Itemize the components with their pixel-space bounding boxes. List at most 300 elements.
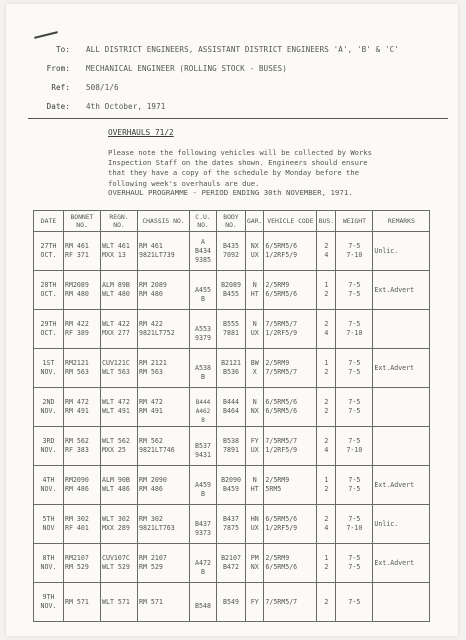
- cell-line: 1/2RF5/9: [265, 329, 298, 337]
- cell-line: WLT 529: [102, 563, 130, 571]
- cell-line: 9385: [195, 255, 211, 264]
- cell-line: 7881: [223, 329, 239, 337]
- cell-body: [217, 349, 246, 388]
- cell-line: 5RM5: [265, 485, 282, 493]
- cell-line: HN: [250, 515, 259, 523]
- cell-line: 7875: [223, 524, 239, 532]
- cell-line: WLT 486: [102, 485, 130, 493]
- cell-cu: [190, 388, 217, 427]
- cell-line: A553: [195, 324, 211, 333]
- cell-weight: [336, 232, 373, 271]
- cell-line: B472: [223, 563, 239, 571]
- cell-line: A538: [195, 363, 211, 372]
- cell-line: BW: [250, 359, 259, 367]
- cell-line: ALM 89B: [102, 281, 130, 289]
- cell-remarks: [373, 466, 430, 505]
- column-header: REMARKS: [373, 211, 430, 232]
- cell-line: RM 2107: [139, 554, 167, 562]
- cell-line: B455: [223, 290, 239, 298]
- cell-remarks: [373, 544, 430, 583]
- cell-line: X: [252, 368, 257, 376]
- cell-line: RM 563: [139, 368, 163, 376]
- cell-line: WLT 562: [102, 437, 130, 445]
- cell-line: RF 401: [65, 524, 89, 532]
- cell-line: 7-5: [348, 368, 361, 376]
- cell-gar: [246, 505, 264, 544]
- date-label: Date:: [46, 102, 70, 111]
- cell-code: [264, 466, 317, 505]
- cell-regn: [101, 427, 138, 466]
- cell-regn: [101, 544, 138, 583]
- cell-line: MXX 25: [102, 446, 126, 454]
- cell-cu: [190, 349, 217, 388]
- cell-line: 1: [324, 476, 329, 484]
- cell-line: 28TH: [40, 281, 57, 289]
- cell-regn: [101, 505, 138, 544]
- cell-line: 6/5RM5/6: [265, 242, 298, 250]
- cell-line: 1ST: [42, 359, 55, 367]
- cell-weight: [336, 544, 373, 583]
- cell-line: [191, 472, 215, 481]
- cell-cu: [190, 505, 217, 544]
- cell-line: [191, 433, 215, 442]
- cell-line: PM: [250, 554, 259, 562]
- cell-line: 9821LT739: [139, 251, 175, 259]
- cell-bus: [317, 427, 336, 466]
- cell-line: 7092: [223, 251, 239, 259]
- cell-body: [217, 232, 246, 271]
- cell-line: RM 529: [139, 563, 163, 571]
- cell-line: NOV.: [40, 563, 57, 571]
- cell-line: B536: [223, 368, 239, 376]
- cell-body: [217, 466, 246, 505]
- column-header: BODY NO.: [217, 211, 246, 232]
- cell-bus: [317, 388, 336, 427]
- cell-chassis: [138, 349, 190, 388]
- cell-chassis: [138, 466, 190, 505]
- cell-gar: [246, 466, 264, 505]
- cell-line: 7-5: [348, 290, 361, 298]
- cell-gar: [246, 544, 264, 583]
- cell-line: B537: [195, 441, 211, 450]
- cell-line: B2107: [221, 554, 241, 562]
- cell-line: RF 371: [65, 251, 89, 259]
- to-value: ALL DISTRICT ENGINEERS, ASSISTANT DISTRICT ENGINEERS 'A', 'B' & 'C': [86, 45, 400, 54]
- cell-line: 7-5: [348, 476, 361, 484]
- cell-line: RF 389: [65, 329, 89, 337]
- cell-line: WLT 302: [102, 515, 130, 523]
- cell-weight: [336, 427, 373, 466]
- cell-bonnet: [64, 232, 101, 271]
- cell-gar: [246, 232, 264, 271]
- column-header: DATE: [34, 211, 64, 232]
- cell-remarks: [373, 232, 430, 271]
- cell-line: RM 461: [65, 242, 89, 250]
- cell-remarks: [373, 427, 430, 466]
- cell-date: [34, 349, 64, 388]
- cell-line: B549: [223, 597, 239, 606]
- cell-remarks: [373, 310, 430, 349]
- cell-line: OCT.: [40, 251, 57, 259]
- cell-line: RM 562: [139, 437, 163, 445]
- cell-date: [34, 544, 64, 583]
- cell-line: 2: [324, 290, 329, 298]
- cell-cu: [190, 310, 217, 349]
- cell-line: [191, 355, 215, 364]
- cell-line: B434: [195, 246, 211, 255]
- cell-bus: [317, 505, 336, 544]
- cell-line: 2: [324, 485, 329, 493]
- cell-line: NOV: [42, 524, 55, 532]
- cell-line: 2: [324, 515, 329, 523]
- cell-line: B459: [223, 485, 239, 493]
- cell-chassis: [138, 310, 190, 349]
- table-row: [34, 271, 430, 310]
- cell-line: RM 302: [139, 515, 163, 523]
- cell-line: 9431: [195, 450, 211, 459]
- cell-line: N: [252, 476, 257, 484]
- cell-line: [191, 550, 215, 559]
- cell-line: 9821LT746: [139, 446, 175, 454]
- cell-gar: [246, 349, 264, 388]
- cell-bonnet: [64, 583, 101, 622]
- pen-mark: [34, 31, 58, 39]
- cell-line: B538: [223, 437, 239, 445]
- cell-line: RM 422: [139, 320, 163, 328]
- cell-bus: [317, 310, 336, 349]
- cell-line: B464: [223, 407, 239, 415]
- cell-line: NX: [250, 242, 259, 250]
- table-row: [34, 349, 430, 388]
- cell-line: RM 2121: [139, 359, 167, 367]
- cell-line: 7-5: [348, 554, 361, 562]
- cell-line: 2: [324, 437, 329, 445]
- from-label: From:: [46, 64, 70, 73]
- cell-line: Ext.Advert: [374, 285, 415, 294]
- cell-regn: [101, 349, 138, 388]
- cell-line: 7-5: [348, 407, 361, 415]
- cell-gar: [246, 583, 264, 622]
- cell-line: [191, 389, 215, 398]
- table-row: [34, 544, 430, 583]
- cell-line: 9821LT763: [139, 524, 175, 532]
- cell-line: RM 2089: [139, 281, 167, 289]
- cell-remarks: [373, 388, 430, 427]
- cell-line: 2ND: [42, 398, 55, 406]
- cell-bonnet: [64, 271, 101, 310]
- cell-code: [264, 349, 317, 388]
- cell-cu: [190, 466, 217, 505]
- cell-gar: [246, 271, 264, 310]
- cell-line: B2121: [221, 359, 241, 367]
- cell-line: CUV121C: [102, 359, 130, 367]
- cell-code: [264, 310, 317, 349]
- cell-date: [34, 310, 64, 349]
- cell-line: FY: [250, 597, 259, 606]
- cell-weight: [336, 271, 373, 310]
- cell-line: WLT 461: [102, 242, 130, 250]
- column-header: CHASSIS NO.: [138, 211, 190, 232]
- cell-line: 2: [324, 597, 329, 606]
- cell-weight: [336, 466, 373, 505]
- cell-line: B437: [223, 515, 239, 523]
- cell-line: 7-5: [348, 485, 361, 493]
- to-label: To:: [55, 45, 70, 54]
- cell-bonnet: [64, 544, 101, 583]
- cell-line: HT: [250, 485, 259, 493]
- cell-line: A459: [195, 480, 211, 489]
- table-row: [34, 505, 430, 544]
- cell-bonnet: [64, 349, 101, 388]
- cell-line: A: [201, 237, 205, 246]
- cell-line: RM 480: [139, 290, 163, 298]
- cell-line: 7-5: [348, 398, 361, 406]
- cell-body: [217, 271, 246, 310]
- cell-chassis: [138, 271, 190, 310]
- cell-line: 7-5: [348, 242, 361, 250]
- cell-line: B548: [195, 602, 211, 610]
- column-header: GAR.: [246, 211, 264, 232]
- cell-line: 2: [324, 368, 329, 376]
- cell-line: 2/5RM9: [265, 476, 290, 484]
- instructions-paragraph: Please note the following vehicles will be collected by Works Inspection Staff on the dates shown. Engineers should ensure that they have a copy of the schedule by Monday before the following week's overhauls are due.: [108, 148, 372, 188]
- cell-chassis: [138, 232, 190, 271]
- cell-cu: [190, 232, 217, 271]
- cell-line: RM 491: [139, 407, 163, 415]
- cell-line: 2: [324, 320, 329, 328]
- cell-line: 7-10: [346, 251, 363, 259]
- table-row: [34, 232, 430, 271]
- cell-line: 6/5RM5/6: [265, 563, 298, 571]
- cell-line: N: [252, 281, 257, 289]
- cell-line: RM 491: [65, 407, 89, 415]
- cell-weight: [336, 349, 373, 388]
- cell-line: WLT 472: [102, 398, 130, 406]
- cell-line: 6/5RM5/6: [265, 398, 298, 406]
- cell-code: [264, 583, 317, 622]
- cell-line: 7-5: [348, 515, 361, 523]
- cell-line: B: [201, 372, 205, 381]
- cell-line: RF 383: [65, 446, 89, 454]
- column-header: C.U. NO.: [190, 211, 217, 232]
- cell-line: 7-10: [346, 446, 363, 454]
- cell-line: RM 529: [65, 563, 89, 571]
- cell-chassis: [138, 388, 190, 427]
- cell-bus: [317, 232, 336, 271]
- cell-bus: [317, 271, 336, 310]
- cell-bonnet: [64, 466, 101, 505]
- cell-gar: [246, 388, 264, 427]
- cell-line: NOV.: [40, 485, 57, 493]
- cell-code: [264, 427, 317, 466]
- cell-line: OCT.: [40, 290, 57, 298]
- cell-line: Ext.Advert: [374, 480, 415, 489]
- cell-line: 2: [324, 242, 329, 250]
- cell-line: 2: [324, 407, 329, 415]
- cell-weight: [336, 388, 373, 427]
- cell-line: WLT 480: [102, 290, 130, 298]
- section-title: OVERHAULS 71/2: [108, 128, 174, 137]
- cell-line: RM2107: [65, 554, 89, 562]
- cell-date: [34, 583, 64, 622]
- cell-line: 1/2RF5/9: [265, 251, 298, 259]
- cell-line: 7/5RM5/7: [265, 368, 298, 376]
- cell-remarks: [373, 349, 430, 388]
- cell-line: 27TH: [40, 242, 57, 250]
- cell-cu: [190, 544, 217, 583]
- cell-gar: [246, 427, 264, 466]
- cell-line: [191, 316, 215, 325]
- column-header: REGN. NO.: [101, 211, 138, 232]
- cell-weight: [336, 310, 373, 349]
- cell-date: [34, 388, 64, 427]
- cell-line: 5TH: [42, 515, 55, 523]
- cell-line: OCT.: [40, 329, 57, 337]
- cell-line: B: [201, 417, 205, 424]
- cell-line: B555: [223, 320, 239, 328]
- overhaul-table: [33, 210, 430, 622]
- cell-line: 1: [324, 554, 329, 562]
- cell-code: [264, 388, 317, 427]
- cell-regn: [101, 466, 138, 505]
- cell-line: UX: [250, 524, 259, 532]
- cell-line: 7/5RM5/7: [265, 320, 298, 328]
- cell-regn: [101, 271, 138, 310]
- cell-line: B: [201, 567, 205, 576]
- cell-line: 8TH: [42, 554, 55, 562]
- cell-line: 7891: [223, 446, 239, 454]
- cell-line: 1/2RF5/9: [265, 524, 298, 532]
- table-row: [34, 310, 430, 349]
- cell-line: WLT 422: [102, 320, 130, 328]
- table-header-row: [34, 211, 430, 232]
- cell-line: [191, 277, 215, 286]
- cell-cu: [190, 583, 217, 622]
- cell-body: [217, 427, 246, 466]
- cell-line: RM 480: [65, 290, 89, 298]
- cell-line: Unlic.: [374, 519, 399, 528]
- cell-line: A462: [195, 408, 211, 415]
- cell-date: [34, 505, 64, 544]
- cell-line: 7-10: [346, 329, 363, 337]
- cell-cu: [190, 427, 217, 466]
- cell-line: 2/5RM9: [265, 281, 290, 289]
- cell-date: [34, 427, 64, 466]
- cell-line: B2089: [221, 281, 241, 289]
- cell-line: ALM 90B: [102, 476, 130, 484]
- cell-line: HT: [250, 290, 259, 298]
- cell-line: 6/5RM5/6: [265, 407, 298, 415]
- cell-weight: [336, 505, 373, 544]
- cell-line: 4: [324, 524, 329, 532]
- cell-line: [191, 593, 215, 602]
- cell-line: 4: [324, 329, 329, 337]
- cell-line: MXX 277: [102, 329, 130, 337]
- cell-line: N: [252, 320, 257, 328]
- programme-title: OVERHAUL PROGRAMME - PERIOD ENDING 30th NOVEMBER, 1971.: [108, 188, 353, 197]
- cell-gar: [246, 310, 264, 349]
- cell-line: B435: [223, 242, 239, 250]
- table-row: [34, 427, 430, 466]
- cell-line: NX: [250, 407, 259, 415]
- cell-line: 2: [324, 398, 329, 406]
- cell-line: CUV107C: [102, 554, 130, 562]
- cell-line: A455: [195, 285, 211, 294]
- cell-line: MXX 13: [102, 251, 126, 259]
- cell-line: B2090: [221, 476, 241, 484]
- cell-line: RM 571: [65, 597, 89, 606]
- memo-page: [6, 4, 458, 636]
- cell-line: 7-5: [348, 359, 361, 367]
- cell-line: B444: [223, 398, 239, 406]
- cell-line: 7-5: [348, 597, 361, 606]
- cell-line: B444: [195, 399, 211, 406]
- cell-line: NOV.: [40, 446, 57, 454]
- cell-line: 4: [324, 251, 329, 259]
- cell-line: 9379: [195, 333, 211, 342]
- table-row: [34, 583, 430, 622]
- cell-line: WLT 491: [102, 407, 130, 415]
- cell-line: 2/5RM9: [265, 359, 290, 367]
- cell-line: 2: [324, 563, 329, 571]
- cell-line: Ext.Advert: [374, 363, 415, 372]
- table-row: [34, 388, 430, 427]
- cell-line: 7-5: [348, 281, 361, 289]
- cell-body: [217, 505, 246, 544]
- cell-line: RM 563: [65, 368, 89, 376]
- cell-line: 4: [324, 446, 329, 454]
- cell-line: 7-5: [348, 563, 361, 571]
- cell-remarks: [373, 583, 430, 622]
- cell-line: NX: [250, 563, 259, 571]
- cell-line: 3RD: [42, 437, 55, 445]
- cell-line: RM 472: [139, 398, 163, 406]
- cell-body: [217, 544, 246, 583]
- cell-remarks: [373, 505, 430, 544]
- cell-code: [264, 271, 317, 310]
- cell-line: 6/5RM5/6: [265, 290, 298, 298]
- cell-line: 1: [324, 359, 329, 367]
- cell-line: 1/2RF5/9: [265, 446, 298, 454]
- cell-line: RM 422: [65, 320, 89, 328]
- cell-bonnet: [64, 310, 101, 349]
- cell-line: UX: [250, 251, 259, 259]
- cell-line: RM2121: [65, 359, 89, 367]
- cell-line: RM 486: [65, 485, 89, 493]
- cell-cu: [190, 271, 217, 310]
- cell-line: 9TH: [42, 593, 55, 601]
- table-body: [34, 232, 430, 622]
- cell-line: UX: [250, 329, 259, 337]
- cell-bus: [317, 583, 336, 622]
- cell-line: RM 486: [139, 485, 163, 493]
- cell-line: RM 2090: [139, 476, 167, 484]
- cell-line: 9373: [195, 528, 211, 537]
- cell-code: [264, 544, 317, 583]
- cell-code: [264, 505, 317, 544]
- cell-chassis: [138, 544, 190, 583]
- cell-line: NOV.: [40, 407, 57, 415]
- cell-line: FY: [250, 437, 259, 445]
- ref-value: 508/1/6: [86, 83, 119, 92]
- cell-line: B437: [195, 519, 211, 528]
- cell-line: NOV.: [40, 602, 57, 610]
- cell-bonnet: [64, 388, 101, 427]
- cell-line: RM 562: [65, 437, 89, 445]
- cell-line: 7-5: [348, 320, 361, 328]
- cell-line: NOV.: [40, 368, 57, 376]
- cell-weight: [336, 583, 373, 622]
